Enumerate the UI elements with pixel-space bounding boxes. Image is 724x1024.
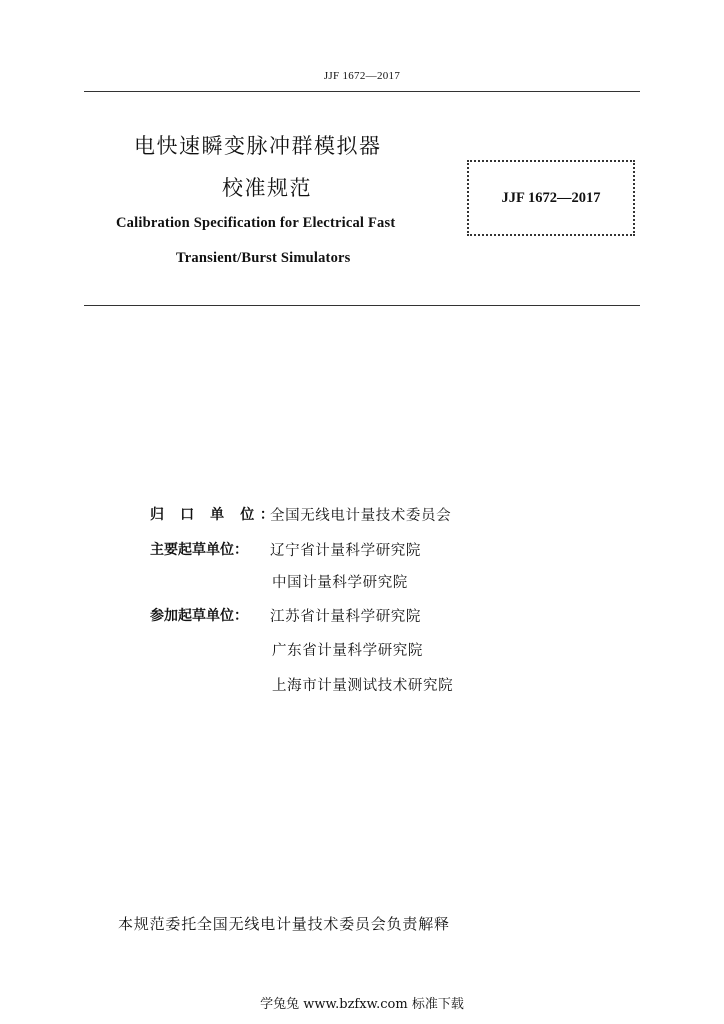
standard-code-box-text: JJF 1672—2017	[501, 189, 601, 206]
participating-value-2: 广东省计量科学研究院	[272, 642, 423, 659]
header-standard-code: JJF 1672—2017	[323, 70, 401, 82]
participating-unit-row	[150, 604, 421, 626]
title-english-line2: Transient/Burst Simulators	[176, 250, 351, 266]
main-drafting-unit-row-2	[272, 570, 408, 592]
participating-value-3: 上海市计量测试技术研究院	[272, 677, 454, 694]
standard-code-box	[467, 160, 635, 236]
responsible-unit-label: 归 口 单 位：	[150, 507, 280, 523]
header-divider	[84, 91, 640, 92]
title-chinese-line2: 校准规范	[222, 176, 312, 200]
footer-download-link[interactable]: 学兔兔 www.bzfxw.com 标准下载	[260, 997, 464, 1012]
participating-label: 参加起草单位：	[150, 608, 248, 624]
main-drafting-value-1: 辽宁省计量科学研究院	[270, 542, 421, 559]
interpretation-note: 本规范委托全国无线电计量技术委员会负责解释	[118, 915, 450, 933]
title-english-line1: Calibration Specification for Electrical Fast	[116, 215, 396, 231]
main-drafting-unit-row	[150, 538, 421, 560]
main-drafting-label: 主要起草单位：	[150, 542, 248, 558]
responsible-unit-value: 全国无线电计量技术委员会	[270, 507, 452, 524]
responsible-unit-row	[150, 503, 451, 525]
participating-unit-row-3	[272, 673, 453, 695]
participating-value-1: 江苏省计量科学研究院	[270, 608, 421, 625]
main-drafting-value-2: 中国计量科学研究院	[272, 574, 408, 591]
title-chinese-line1: 电快速瞬变脉冲群模拟器	[134, 134, 382, 158]
title-divider	[84, 305, 640, 306]
participating-unit-row-2	[272, 638, 423, 660]
